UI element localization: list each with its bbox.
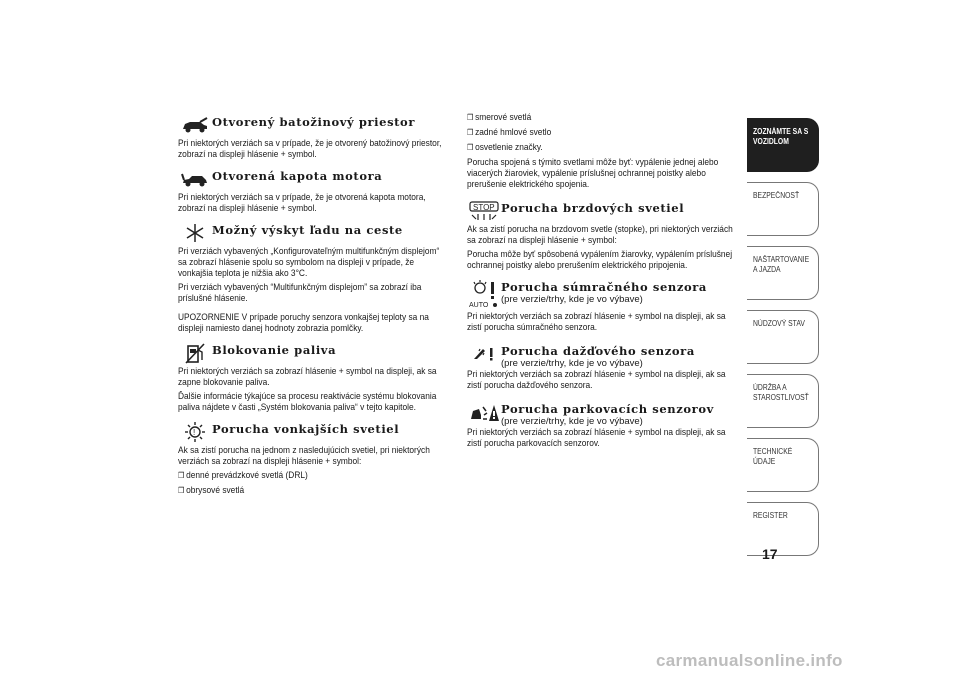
section-hood-open [178, 166, 450, 214]
section-title: Porucha brzdových svetiel [501, 201, 685, 215]
svg-text:AUTO: AUTO [469, 302, 489, 309]
svg-text:!: ! [193, 428, 196, 437]
section-exterior-lights [178, 419, 450, 497]
checkbox-square-icon: ❒ [178, 471, 185, 480]
bulb-failure-icon [178, 419, 212, 445]
section-text: Pri niektorých verziách sa zobrazí hlásenie + symbol na displeji, ak sa zistí porucha parkovacích senzorov. [467, 427, 726, 449]
right-column [467, 112, 739, 455]
section-dusk-sensor [467, 277, 739, 333]
car-trunk-open-icon [178, 112, 212, 138]
section-text: Ak sa zistí porucha na jednom z nasledujúcich svetiel, pri niektorých verziách sa zobrazí na displeji hlásenie + symbol: [178, 445, 430, 467]
checkbox-square-icon: ❒ [178, 486, 185, 495]
list-item: ❒ obrysové svetlá [178, 485, 245, 496]
section-text: Porucha spojená s týmito svetlami môže byť: vypálenie jednej alebo viacerých žiaroviek, vypálenie príslušnej ochrannej poistky alebo prerušenie elektrického spojenia. [467, 157, 719, 190]
section-text: Ďalšie informácie týkajúce sa procesu reaktivácie systému blokovania paliva nájdete v časti „Systém blokovania paliva“ v tejto kapitole. [178, 391, 437, 413]
list-item: ❒ denné prevádzkové svetlá (DRL) [178, 470, 308, 481]
tab-starting-driving[interactable]: NAŠTARTOVANIE A JAZDA [747, 246, 819, 300]
section-ice-warning [178, 220, 450, 334]
section-title: Otvorený batožinový priestor [212, 115, 415, 129]
section-text: Pri niektorých verziách sa v prípade, že je otvorená kapota motora, zobrazí na displeji hlásenie + symbol. [178, 192, 426, 214]
parking-sensor-icon [467, 399, 501, 425]
section-subtitle: (pre verzie/trhy, kde je vo výbave) [501, 416, 643, 427]
list-item: ❒ smerové svetlá [467, 112, 532, 123]
checkbox-square-icon: ❒ [467, 128, 474, 137]
section-title: Možný výskyt ľadu na ceste [212, 223, 403, 237]
watermark: carmanualsonline.info [656, 651, 843, 670]
tab-technical-data[interactable]: TECHNICKÉ ÚDAJE [747, 438, 819, 492]
section-title: Otvorená kapota motora [212, 169, 383, 183]
chapter-tabs [747, 118, 819, 566]
section-parking-sensors [467, 399, 739, 449]
section-subtitle: (pre verzie/trhy, kde je vo výbave) [501, 294, 643, 305]
section-title: Porucha vonkajších svetiel [212, 422, 400, 436]
tab-emergency[interactable]: NÚDZOVÝ STAV [747, 310, 819, 364]
tab-maintenance[interactable]: ÚDRŽBA A STAROSTLIVOSŤ [747, 374, 819, 428]
section-text: Pri niektorých verziách sa v prípade, že je otvorený batožinový priestor, zobrazí na displeji hlásenie + symbol. [178, 138, 442, 160]
section-fuel-block [178, 340, 450, 413]
checkbox-square-icon: ❒ [467, 113, 474, 122]
section-text: Pri verziách vybavených “Multifunkčným displejom” sa zobrazí iba príslušné hlásenie. [178, 282, 422, 304]
section-trunk-open [178, 112, 450, 160]
section-rain-sensor [467, 341, 739, 391]
section-brake-lights [467, 198, 739, 271]
section-title: Porucha súmračného senzora [501, 280, 707, 294]
section-title: Porucha dažďového senzora [501, 344, 695, 358]
section-title: Blokovanie paliva [212, 343, 337, 357]
list-item: ❒ zadné hmlové svetlo [467, 127, 552, 138]
section-text: Porucha môže byť spôsobená vypálením žiarovky, vypálením príslušnej ochrannej poistky alebo prerušením elektrického pripojenia. [467, 249, 733, 271]
tab-index[interactable]: REGISTER [747, 502, 819, 556]
fuel-cutoff-icon [178, 340, 212, 366]
section-text: Pri niektorých verziách sa zobrazí hlásenie + symbol na displeji, ak sa zistí porucha súmračného senzora. [467, 311, 726, 333]
car-hood-open-icon [178, 166, 212, 192]
section-text: Pri niektorých verziách sa zobrazí hlásenie + symbol na displeji, ak sa zapne blokovanie paliva. [178, 366, 437, 388]
snowflake-icon [178, 220, 212, 246]
warning-text: UPOZORNENIE V prípade poruchy senzora vonkajšej teploty sa na displeji namiesto danej hodnoty zobrazia pomlčky. [178, 312, 429, 334]
checkbox-square-icon: ❒ [467, 143, 474, 152]
section-text: Pri niektorých verziách sa zobrazí hlásenie + symbol na displeji, ak sa zistí porucha dažďového senzora. [467, 369, 726, 391]
section-text: Ak sa zistí porucha na brzdovom svetle (stopke), pri niektorých verziách sa zobrazí na displeji hlásenie + symbol: [467, 224, 733, 246]
svg-text:STOP: STOP [473, 203, 495, 212]
page-number: 17 [762, 546, 778, 562]
rain-sensor-icon [467, 341, 501, 367]
tab-get-to-know-vehicle[interactable]: ZOZNÁMTE SA S VOZIDLOM [747, 118, 819, 172]
stop-light-icon [467, 198, 501, 224]
section-title: Porucha parkovacích senzorov [501, 402, 714, 416]
tab-safety[interactable]: BEZPEČNOSŤ [747, 182, 819, 236]
left-column [178, 112, 450, 503]
dusk-sensor-icon [467, 277, 501, 311]
list-item: ❒ osvetlenie značky. [467, 142, 543, 153]
section-subtitle: (pre verzie/trhy, kde je vo výbave) [501, 358, 643, 369]
section-text: Pri verziách vybavených „Konfigurovateľným multifunkčným displejom“ sa zobrazí hlásenie spolu so symbolom na displeji v prípade, že vonkajšia teplota je nižšia ako 3°C. [178, 246, 440, 279]
